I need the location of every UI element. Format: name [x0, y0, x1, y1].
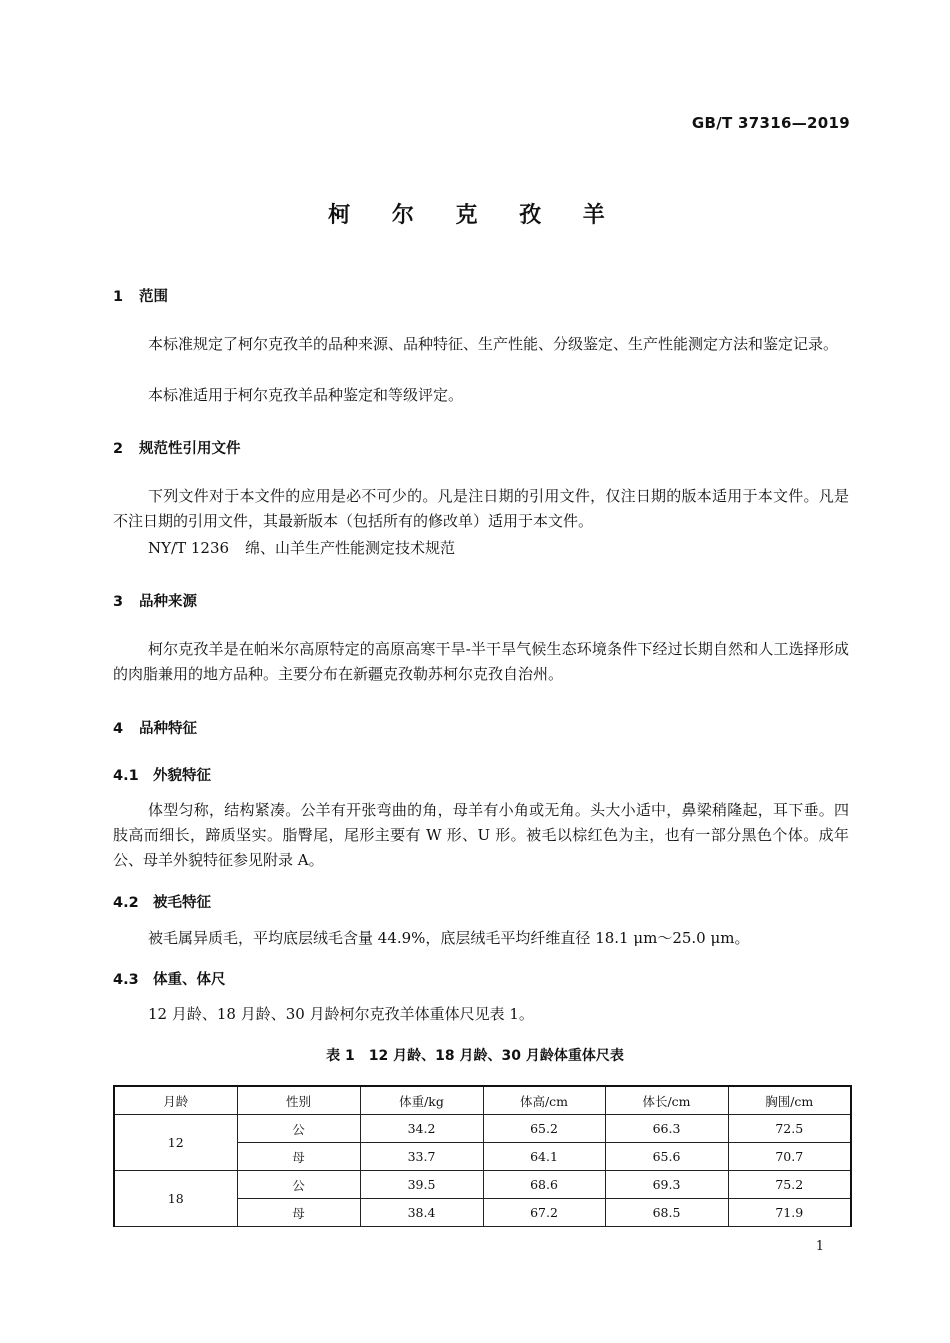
height-cell: 64.1: [483, 1143, 605, 1171]
weight-cell: 38.4: [360, 1199, 483, 1227]
length-cell: 66.3: [605, 1115, 728, 1143]
section-4-3-heading: [113, 968, 226, 989]
table-1: [113, 1085, 852, 1227]
column-header-age: 月龄: [114, 1086, 237, 1115]
table-header-row: [114, 1086, 851, 1115]
section-4-heading: [113, 717, 197, 738]
reference-code: NY/T 1236: [148, 539, 230, 557]
chest-cell: 72.5: [728, 1115, 851, 1143]
section-4-1-paragraph: 体型匀称，结构紧凑。公羊有开张弯曲的角，母羊有小角或无角。头大小适中，鼻梁稍隆起，耳下垂。四肢高而细长，蹄质坚实。脂臀尾，尾形主要有 W 形、U 形。被毛以棕红色为主，也有一部分黑色个体。成年公、母羊外貌特征参见附录 A。: [113, 801, 849, 869]
height-cell: 68.6: [483, 1171, 605, 1199]
column-header-length: 体长/cm: [605, 1086, 728, 1115]
sex-cell: 公: [237, 1115, 360, 1143]
subsection-title: 被毛特征: [153, 895, 211, 911]
weight-cell: 33.7: [360, 1143, 483, 1171]
section-title: 规范性引用文件: [139, 441, 241, 457]
column-header-height: 体高/cm: [483, 1086, 605, 1115]
age-cell: 18: [114, 1171, 237, 1227]
section-2-heading: [113, 437, 241, 458]
column-header-weight: 体重/kg: [360, 1086, 483, 1115]
section-number: 2: [113, 441, 124, 457]
section-1-heading: [113, 285, 168, 306]
section-1-paragraph-2: 本标准适用于柯尔克孜羊品种鉴定和等级评定。: [148, 386, 464, 404]
subsection-number: 4.3: [113, 972, 139, 988]
standard-code: GB/T 37316—2019: [691, 114, 850, 132]
weight-cell: 34.2: [360, 1115, 483, 1143]
section-4-2-heading: [113, 891, 211, 912]
table-row: [114, 1115, 851, 1143]
table-caption: 表 1 12 月龄、18 月龄、30 月龄体重体尺表: [326, 1048, 624, 1064]
document-title: 柯 尔 克 孜 羊: [328, 203, 622, 228]
page-number: 1: [815, 1239, 824, 1254]
section-number: 4: [113, 721, 124, 737]
section-4-2-paragraph: 被毛属异质毛，平均底层绒毛含量 44.9%，底层绒毛平均纤维直径 18.1 μm～25.0 μm。: [148, 929, 750, 947]
reference-title: 绵、山羊生产性能测定技术规范: [245, 539, 456, 557]
subsection-title: 体重、体尺: [153, 972, 226, 988]
section-title: 品种特征: [139, 721, 197, 737]
subsection-number: 4.2: [113, 895, 139, 911]
sex-cell: 母: [237, 1143, 360, 1171]
length-cell: 69.3: [605, 1171, 728, 1199]
length-cell: 68.5: [605, 1199, 728, 1227]
column-header-sex: 性别: [237, 1086, 360, 1115]
section-3-paragraph-1: 柯尔克孜羊是在帕米尔高原特定的高原高寒干旱-半干旱气候生态环境条件下经过长期自然和人工选择形成的肉脂兼用的地方品种。主要分布在新疆克孜勒苏柯尔克孜自治州。: [113, 640, 849, 683]
subsection-number: 4.1: [113, 768, 139, 784]
section-2-paragraph-1: 下列文件对于本文件的应用是必不可少的。凡是注日期的引用文件，仅注日期的版本适用于本文件。凡是不注日期的引用文件，其最新版本（包括所有的修改单）适用于本文件。: [113, 487, 849, 530]
section-number: 3: [113, 594, 124, 610]
weight-cell: 39.5: [360, 1171, 483, 1199]
chest-cell: 70.7: [728, 1143, 851, 1171]
section-4-1-heading: [113, 764, 211, 785]
subsection-title: 外貌特征: [153, 768, 211, 784]
height-cell: 65.2: [483, 1115, 605, 1143]
chest-cell: 71.9: [728, 1199, 851, 1227]
normative-reference: [113, 536, 849, 561]
column-header-chest: 胸围/cm: [728, 1086, 851, 1115]
chest-cell: 75.2: [728, 1171, 851, 1199]
section-title: 品种来源: [139, 594, 197, 610]
sex-cell: 公: [237, 1171, 360, 1199]
table-row: [114, 1171, 851, 1199]
section-1-paragraph-1: 本标准规定了柯尔克孜羊的品种来源、品种特征、生产性能、分级鉴定、生产性能测定方法和鉴定记录。: [148, 335, 839, 353]
sex-cell: 母: [237, 1199, 360, 1227]
height-cell: 67.2: [483, 1199, 605, 1227]
section-number: 1: [113, 289, 124, 305]
length-cell: 65.6: [605, 1143, 728, 1171]
age-cell: 12: [114, 1115, 237, 1171]
section-title: 范围: [139, 289, 168, 305]
section-3-heading: [113, 590, 197, 611]
section-4-3-paragraph: 12 月龄、18 月龄、30 月龄柯尔克孜羊体重体尺见表 1。: [148, 1005, 534, 1023]
